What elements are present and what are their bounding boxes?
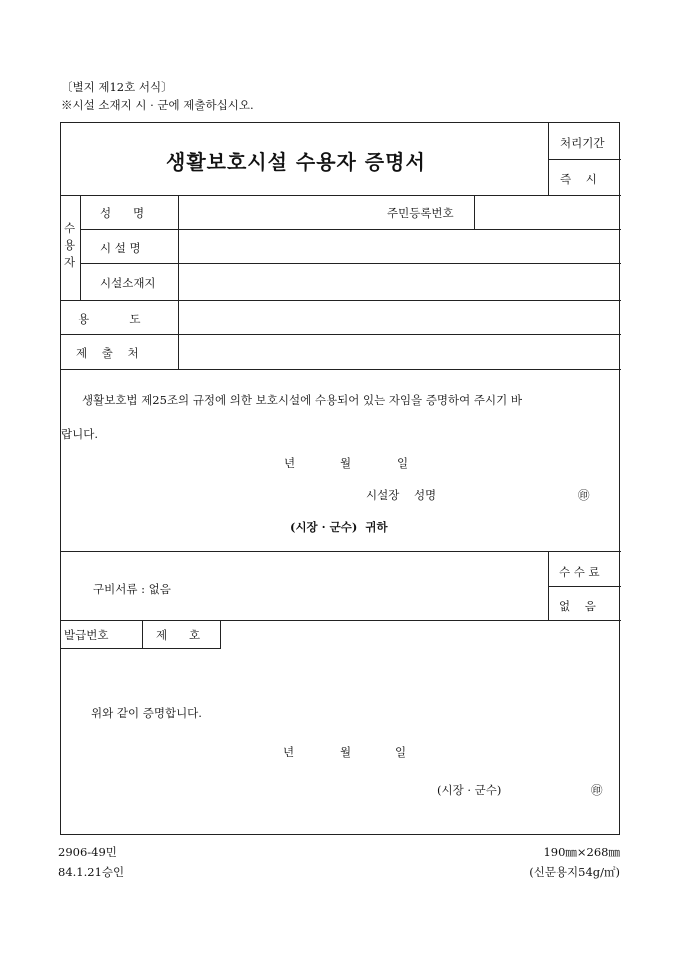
request-date-year: 년 (284, 456, 296, 470)
issue-number-value[interactable]: 제 호 (156, 628, 201, 642)
processing-period-label: 처리기간 (560, 136, 605, 150)
paper-size: 190㎜×268㎜ (543, 845, 620, 859)
recipient-group-label: 수 용 자 (64, 221, 76, 269)
certify-date-year: 년 (283, 745, 295, 759)
fee-value: 없 음 (559, 599, 596, 613)
request-date-day: 일 (397, 456, 409, 470)
approval-date: 84.1.21승인 (58, 865, 125, 879)
facility-head-signer: 시설장 성명 (366, 488, 437, 502)
request-text-line2: 랍니다. (61, 427, 98, 441)
issue-number-label: 발급번호 (64, 628, 109, 642)
paper-type: (신문용지54g/㎡) (529, 865, 620, 879)
request-text-line1: 생활보호법 제25조의 규정에 의한 보호시설에 수용되어 있는 자임을 증명하여 주시기 바 (82, 393, 522, 407)
facility-name-label: 시 설 명 (100, 241, 141, 255)
certification-text: 위와 같이 증명합니다. (91, 706, 202, 720)
form-code: 2906-49민 (58, 845, 117, 859)
request-date-month: 월 (340, 456, 352, 470)
facility-location-label: 시설소재지 (100, 276, 156, 290)
purpose-label: 용 도 (78, 312, 141, 326)
name-label: 성 명 (100, 206, 145, 220)
submission-note: ※시설 소재지 시 · 군에 제출하십시오. (61, 98, 254, 112)
submit-to-label: 제 출 처 (76, 346, 139, 360)
facility-name-field[interactable] (179, 230, 620, 263)
request-seal-icon: ㊞ (578, 488, 590, 502)
certify-date-day: 일 (395, 745, 407, 759)
certify-date-month: 월 (340, 745, 352, 759)
resident-number-label: 주민등록번호 (387, 206, 454, 220)
certifying-authority: (시장 · 군수) (437, 783, 502, 797)
form-title: 생활보호시설 수용자 증명서 (166, 150, 426, 174)
purpose-field[interactable] (179, 301, 620, 334)
form-reference: 〔별지 제12호 서식〕 (61, 80, 173, 94)
facility-location-field[interactable] (179, 264, 620, 300)
submit-to-field[interactable] (179, 335, 620, 369)
processing-period-value: 즉 시 (560, 172, 597, 186)
request-addressee: (시장 · 군수) 귀하 (290, 520, 388, 534)
fee-label: 수 수 료 (559, 565, 600, 579)
required-documents: 구비서류 : 없음 (93, 582, 171, 596)
certify-seal-icon: ㊞ (591, 783, 603, 797)
resident-number-field[interactable] (475, 196, 620, 229)
